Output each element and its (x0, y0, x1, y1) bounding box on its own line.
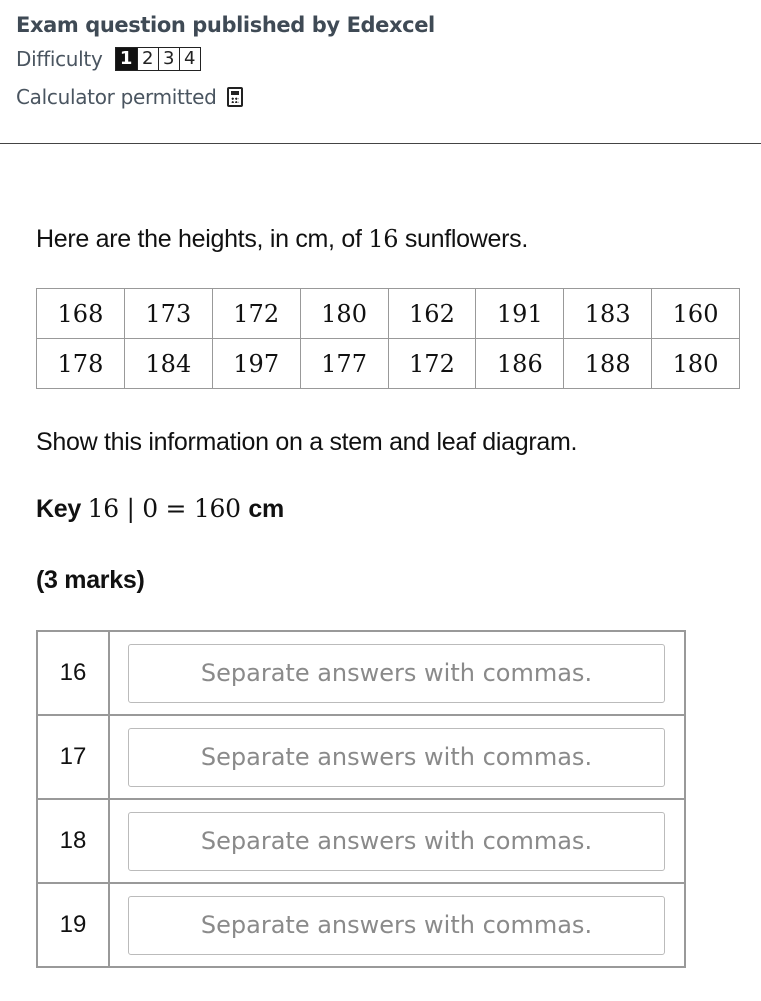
stem-cell: 16 (37, 631, 109, 715)
height-cell: 186 (476, 339, 564, 389)
calculator-row (16, 78, 746, 116)
key-separator: | (126, 494, 135, 523)
height-cell: 173 (124, 289, 212, 339)
height-cell: 197 (212, 339, 300, 389)
leaf-input-19[interactable] (128, 896, 665, 955)
question-instruction: Show this information on a stem and leaf diagram. (36, 428, 578, 456)
difficulty-level-3: 3 (158, 48, 179, 70)
leaf-cell (109, 631, 685, 715)
leaf-input-18[interactable] (128, 812, 665, 871)
height-cell: 178 (37, 339, 125, 389)
marks-label: (3 marks) (36, 566, 145, 594)
height-cell: 180 (300, 289, 388, 339)
calculator-screen (231, 91, 239, 95)
height-cell: 160 (652, 289, 740, 339)
stem-row-16 (37, 631, 685, 715)
stem-cell: 17 (37, 715, 109, 799)
difficulty-row (16, 40, 746, 78)
key-unit: cm (248, 495, 284, 523)
stem-cell: 19 (37, 883, 109, 967)
heights-row-1 (37, 289, 740, 339)
intro-text-before: Here are the heights, in cm, of (36, 225, 369, 253)
calculator-keys (231, 97, 239, 103)
height-cell: 172 (388, 339, 476, 389)
key-stem: 16 (87, 494, 119, 523)
calculator-label: Calculator permitted (16, 85, 217, 109)
stem-row-18 (37, 799, 685, 883)
leaf-cell (109, 799, 685, 883)
height-cell: 188 (564, 339, 652, 389)
difficulty-indicator (115, 47, 201, 71)
height-cell: 168 (37, 289, 125, 339)
height-cell: 191 (476, 289, 564, 339)
stem-leaf-key (36, 494, 741, 524)
difficulty-level-2: 2 (137, 48, 158, 70)
height-cell: 172 (212, 289, 300, 339)
height-cell: 183 (564, 289, 652, 339)
stem-row-17 (37, 715, 685, 799)
difficulty-level-1: 1 (116, 48, 137, 70)
difficulty-label: Difficulty (16, 47, 103, 71)
key-leaf: 0 (142, 494, 158, 523)
stem-row-19 (37, 883, 685, 967)
calculator-icon (227, 87, 243, 107)
intro-count: 16 (368, 225, 399, 253)
leaf-input-16[interactable] (128, 644, 665, 703)
leaf-cell (109, 715, 685, 799)
key-label: Key (36, 495, 81, 523)
difficulty-level-4: 4 (179, 48, 200, 70)
key-equals: = (165, 494, 187, 523)
leaf-cell (109, 883, 685, 967)
height-cell: 184 (124, 339, 212, 389)
leaf-input-17[interactable] (128, 728, 665, 787)
height-cell: 162 (388, 289, 476, 339)
height-cell: 177 (300, 339, 388, 389)
publisher-label: Exam question published by Edexcel (16, 13, 435, 37)
question-intro (36, 225, 741, 254)
stem-leaf-table (36, 630, 686, 968)
stem-cell: 18 (37, 799, 109, 883)
heights-table (36, 288, 740, 389)
question-header (16, 10, 746, 116)
header-divider (0, 143, 761, 144)
key-value: 160 (193, 494, 241, 523)
heights-row-2 (37, 339, 740, 389)
key-expression (88, 494, 249, 523)
height-cell: 180 (652, 339, 740, 389)
intro-text-after: sunflowers. (398, 225, 528, 253)
